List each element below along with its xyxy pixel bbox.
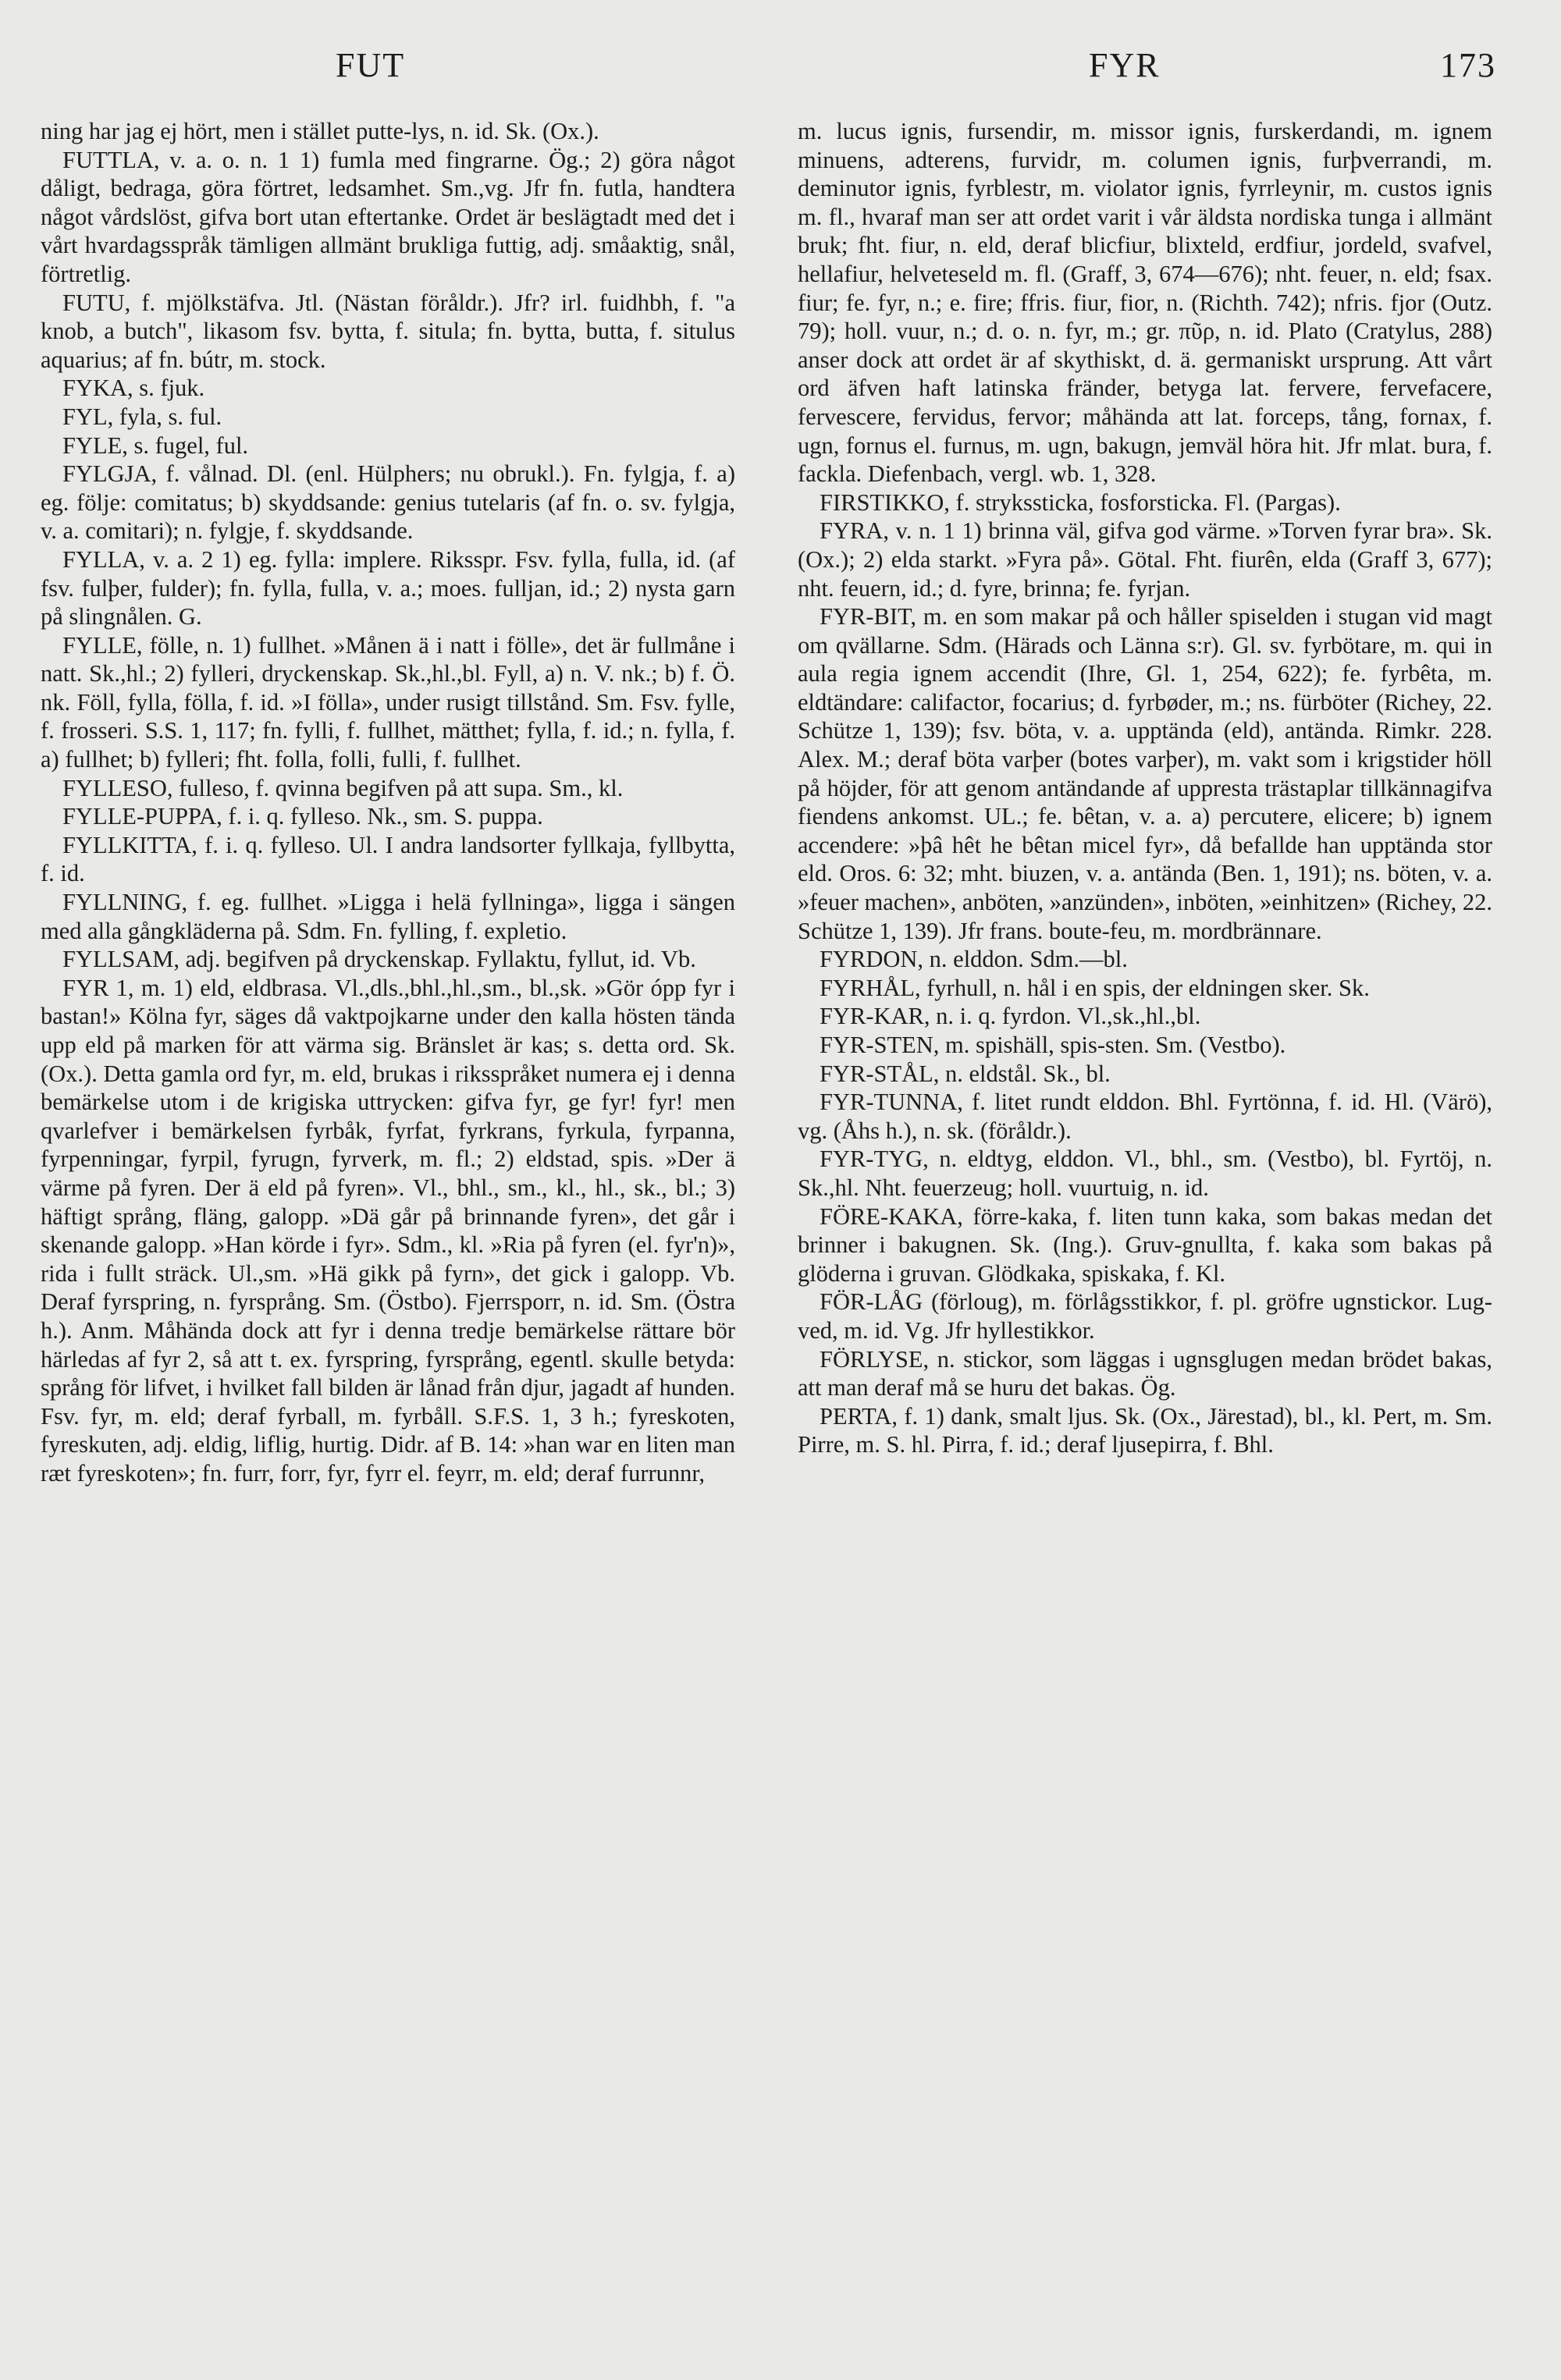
dictionary-entry: FYRHÅL, fyrhull, n. hål i en spis, der eldningen sker. Sk.: [820, 974, 1370, 1001]
dictionary-entry: FYLLNING, f. eg. fullhet. »Ligga i helä fyllninga», ligga i sängen med alla gångkläderna på. Sdm. Fn. fylling, f. expletio.: [41, 889, 735, 944]
dictionary-entry: FYR-STEN, m. spishäll, spis-sten. Sm. (Vestbo).: [820, 1032, 1286, 1058]
dictionary-entry: FYRDON, n. elddon. Sdm.—bl.: [820, 946, 1128, 973]
dictionary-entry: ning har jag ej hört, men i stället putte-lys, n. id. Sk. (Ox.).: [41, 118, 599, 144]
dictionary-entry: FYLLE-PUPPA, f. i. q. fylleso. Nk., sm. S. puppa.: [62, 803, 543, 830]
dictionary-entry: FYLLA, v. a. 2 1) eg. fylla: implere. Riksspr. Fsv. fylla, fulla, id. (af fsv. fulþer, fulder); fn. fylla, fulla, v. a.; moes. fulljan, id.; 2) nysta garn på slingnålen. G.: [41, 545, 735, 631]
dictionary-entry: FÖR-LÅG (förloug), m. förlågsstikkor, f. pl. gröfre ugnstickor. Lug-ved, m. id. Vg. Jfr hyllestikkor.: [798, 1288, 1492, 1344]
dictionary-entry: PERTA, f. 1) dank, smalt ljus. Sk. (Ox., Järestad), bl., kl. Pert, m. Sm. Pirre, m. S. hl. Pirra, f. id.; deraf ljusepirra, f. Bhl.: [798, 1402, 1492, 1458]
dictionary-entry: FIRSTIKKO, f. strykssticka, fosforsticka. Fl. (Pargas).: [820, 488, 1341, 516]
dictionary-entry: FYL, fyla, s. ful.: [62, 403, 222, 430]
dictionary-entry: FUTU, f. mjölkstäfva. Jtl. (Nästan föråldr.). Jfr? irl. fuidhbh, f. "a knob, a butch", likasom fsv. bytta, f. situla; fn. bytta, butta, f. situlus aquarius; af fn. bútr, m. stock.: [41, 289, 735, 373]
dictionary-entry: FYR 1, m. 1) eld, eldbrasa. Vl.,dls.,bhl.,hl.,sm., bl.,sk. »Gör ópp fyr i bastan!» Kölna fyr, säges då vaktpojkarne under den kalla hösten tända upp eld på marken för att värma sig. Bränslet är kas; s. detta ord. Sk. (Ox.). Detta gamla ord fyr, m. eld, brukas i riksspråket numera ej i denna bemärkelse utom i de krigiska uttrycken: gifva fyr, ge fyr! fyr! men qvarlefver i bemärkelsen fyrbåk, fyrfat, fyrkrans, fyrkula, fyrpanna, fyrpenningar, fyrpil, fyrugn, fyrverk, m. fl.; 2) eldstad, spis. »Der ä värme på fyren. Der ä eld på fyren». Vl., bhl., sm., kl., hl., sk., bl.; 3) häftigt språng, fläng, galopp. »Dä går på brinnande fyren», det går i skenande galopp. »Han körde i fyr». Sdm., kl. »Ria på fyren (el. fyr'n)», rida i fullt sträck. Ul.,sm. »Hä gikk på fyrn», det gick i galopp. Vb. Deraf fyrspring, n. fyrsprång. Sm. (Östbo). Fjerrsporr, n. id. Sm. (Östra h.). Anm. Måhända dock att fyr i denna tredje bemärkelse rättare bör härledas af fyr 2, så att t. ex. fyrspring, fyrsprång, egentl. skulle betyda: språng för lifvet, i hvilket fall bilden är lånad från djur, jagadt af hunden. Fsv. fyr, m. eld; deraf fyrball, m. fyrbåll. S.F.S. 1, 3 h.; fyreskoten, fyreskuten, adj. eldig, liflig, hurtig. Didr. af B. 14: »han war en liten man ræt fyreskoten»; fn. furr, forr, fyr, fyrr el. feyrr, m. eld; deraf furrunnr,: [41, 974, 735, 1487]
dictionary-entry: FÖRLYSE, n. stickor, som läggas i ugnsglugen medan brödet bakas, att man deraf må se huru det bakas. Ög.: [798, 1345, 1492, 1401]
left-column: [41, 117, 735, 2357]
dictionary-entry: FYR-TYG, n. eldtyg, elddon. Vl., bhl., sm. (Vestbo), bl. Fyrtöj, n. Sk.,hl. Nht. feuerzeug; holl. vuurtuig, n. id.: [798, 1146, 1492, 1201]
dictionary-entry: FYKA, s. fjuk.: [62, 375, 205, 402]
page-number: 173: [1440, 46, 1496, 84]
dictionary-entry: FYLGJA, f. vålnad. Dl. (enl. Hülphers; nu obrukl.). Fn. fylgja, f. a) eg. följe: comitatus; b) skyddsande: genius tutelaris (af fn. o. sv. fylgja, v. a. comitari); n. fylgje, f. skyddsande.: [41, 460, 735, 545]
dictionary-entry: FYR-KAR, n. i. q. fyrdon. Vl.,sk.,hl.,bl.: [820, 1003, 1201, 1030]
running-head: [0, 45, 1561, 92]
dictionary-entry: FYR-STÅL, n. eldstål. Sk., bl.: [820, 1060, 1111, 1087]
dictionary-entry: FUTTLA, v. a. o. n. 1 1) fumla med fingrarne. Ög.; 2) göra något dåligt, bedraga, göra förtret, ledsamhet. Sm.,vg. Jfr fn. futla, handtera något vårdslöst, gifva bort utan eftertanke. Ordet är beslägtadt med det i vårt hvardagsspråk tämligen allmänt brukliga futtig, adj. småaktig, snål, förtretlig.: [41, 146, 735, 287]
dictionary-entry: FYLLE, fölle, n. 1) fullhet. »Månen ä i natt i fölle», det är fullmåne i natt. Sk.,hl.; 2) fylleri, dryckenskap. Sk.,hl.,bl. Fyll, a) n. V. nk.; b) f. Ö. nk. Föll, fylla, fölla, f. id. »I fölla», under rusigt tillstånd. Sm. Fsv. fylle, f. frosseri. S.S. 1, 117; fn. fylli, f. fullhet, mätthet; fylla, f. id.; n. fylla, f. a) fullhet; b) fylleri; fht. folla, folli, fulli, f. fullhet.: [41, 631, 735, 773]
dictionary-entry: FYLLKITTA, f. i. q. fylleso. Ul. I andra landsorter fyllkaja, fyllbytta, f. id.: [41, 831, 735, 887]
header-left-word: FUT: [336, 46, 406, 84]
dictionary-entry: FYRA, v. n. 1 1) brinna väl, gifva god värme. »Torven fyrar bra». Sk. (Ox.); 2) elda starkt. »Fyra på». Götal. Fht. fiurên, elda (Graff 3, 677); nht. feuern, id.; d. fyre, brinna; fe. fyrjan.: [798, 517, 1492, 602]
dictionary-entry: FÖRE-KAKA, förre-kaka, f. liten tunn kaka, som bakas medan det brinner i bakugnen. Sk. (Ing.). Gruv-gnullta, f. kaka som bakas på glöderna i gruvan. Glödkaka, spiskaka, f. Kl.: [798, 1202, 1492, 1287]
dictionary-entry: FYR-BIT, m. en som makar på och håller spiselden i stugan vid magt om qvällarne. Sdm. (Härads och Länna s:r). Gl. sv. fyrbötare, m. qui in aula regia ignem accendit (Ihre, Gl. 1, 254, 622); fe. fyrbêta, m. eldtändare: califactor, focarius; d. fyrbøder, m.; ns. fürböter (Richey, 22. Schütze 1, 139); fsv. böta, v. a. upptända (eld), antända. Rimkr. 228. Alex. M.; deraf böta varþer (botes varþer), m. vakt som i krigstider höll på höjder, för att genom antändande af uppresta trästaplar tillkännagifva fiendens ankomst. UL.; fe. bêtan, v. a. a) percutere, elicere; b) ignem accendere: »þâ hêt he bêtan micel fyr», då befallde han upptända stor eld. Oros. 6: 32; mht. biuzen, v. a. antända (Ben. 1, 191); ns. böten, v. a. »feuer machen», anböten, »anzünden», inböten, »einhitzen» (Richey, 22. Schütze 1, 139). Jfr frans. boute-feu, m. mordbrännare.: [798, 603, 1492, 944]
right-column: [798, 117, 1492, 2357]
dictionary-entry: FYLLESO, fulleso, f. qvinna begifven på att supa. Sm., kl.: [62, 774, 624, 801]
dictionary-entry: m. lucus ignis, fursendir, m. missor ignis, furskerdandi, m. ignem minuens, adterens, furvidr, m. columen ignis, furþverrandi, m. deminutor ignis, fyrblestr, m. violator ignis, fyrrleynir, m. custos ignis m. fl., hvaraf man ser att ordet varit i vår äldsta nordiska tunga i allmänt bruk; fht. fiur, n. eld, deraf blicfiur, blixteld, erdfiur, jordeld, svafvel, hellafiur, helveteseld m. fl. (Graff, 3, 674—676); nht. feuer, n. eld; fsax. fiur; fe. fyr, n.; e. fire; ffris. fiur, fior, n. (Richth. 742); nfris. fjor (Outz. 79); holl. vuur, n.; d. o. n. fyr, m.; gr. πῦρ, n. id. Plato (Cratylus, 288) anser dock att ordet är af skythiskt, d. ä. germaniskt ursprung. Att vårt ord äfven haft latinska fränder, betyga lat. fervere, fervefacere, fervescere, fervidus, fervor; måhända att lat. forceps, tång, fornax, f. ugn, fornus el. furnus, m. ugn, bakugn, jemväl höra hit. Jfr mlat. bura, f. fackla. Diefenbach, vergl. wb. 1, 328.: [798, 118, 1492, 488]
header-right-word: FYR: [1089, 46, 1161, 84]
dictionary-entry: FYR-TUNNA, f. litet rundt elddon. Bhl. Fyrtönna, f. id. Hl. (Värö), vg. (Åhs h.), n. sk. (föråldr.).: [798, 1089, 1492, 1144]
dictionary-entry: FYLE, s. fugel, ful.: [62, 432, 249, 459]
dictionary-entry: FYLLSAM, adj. begifven på dryckenskap. Fyllaktu, fyllut, id. Vb.: [62, 946, 696, 973]
